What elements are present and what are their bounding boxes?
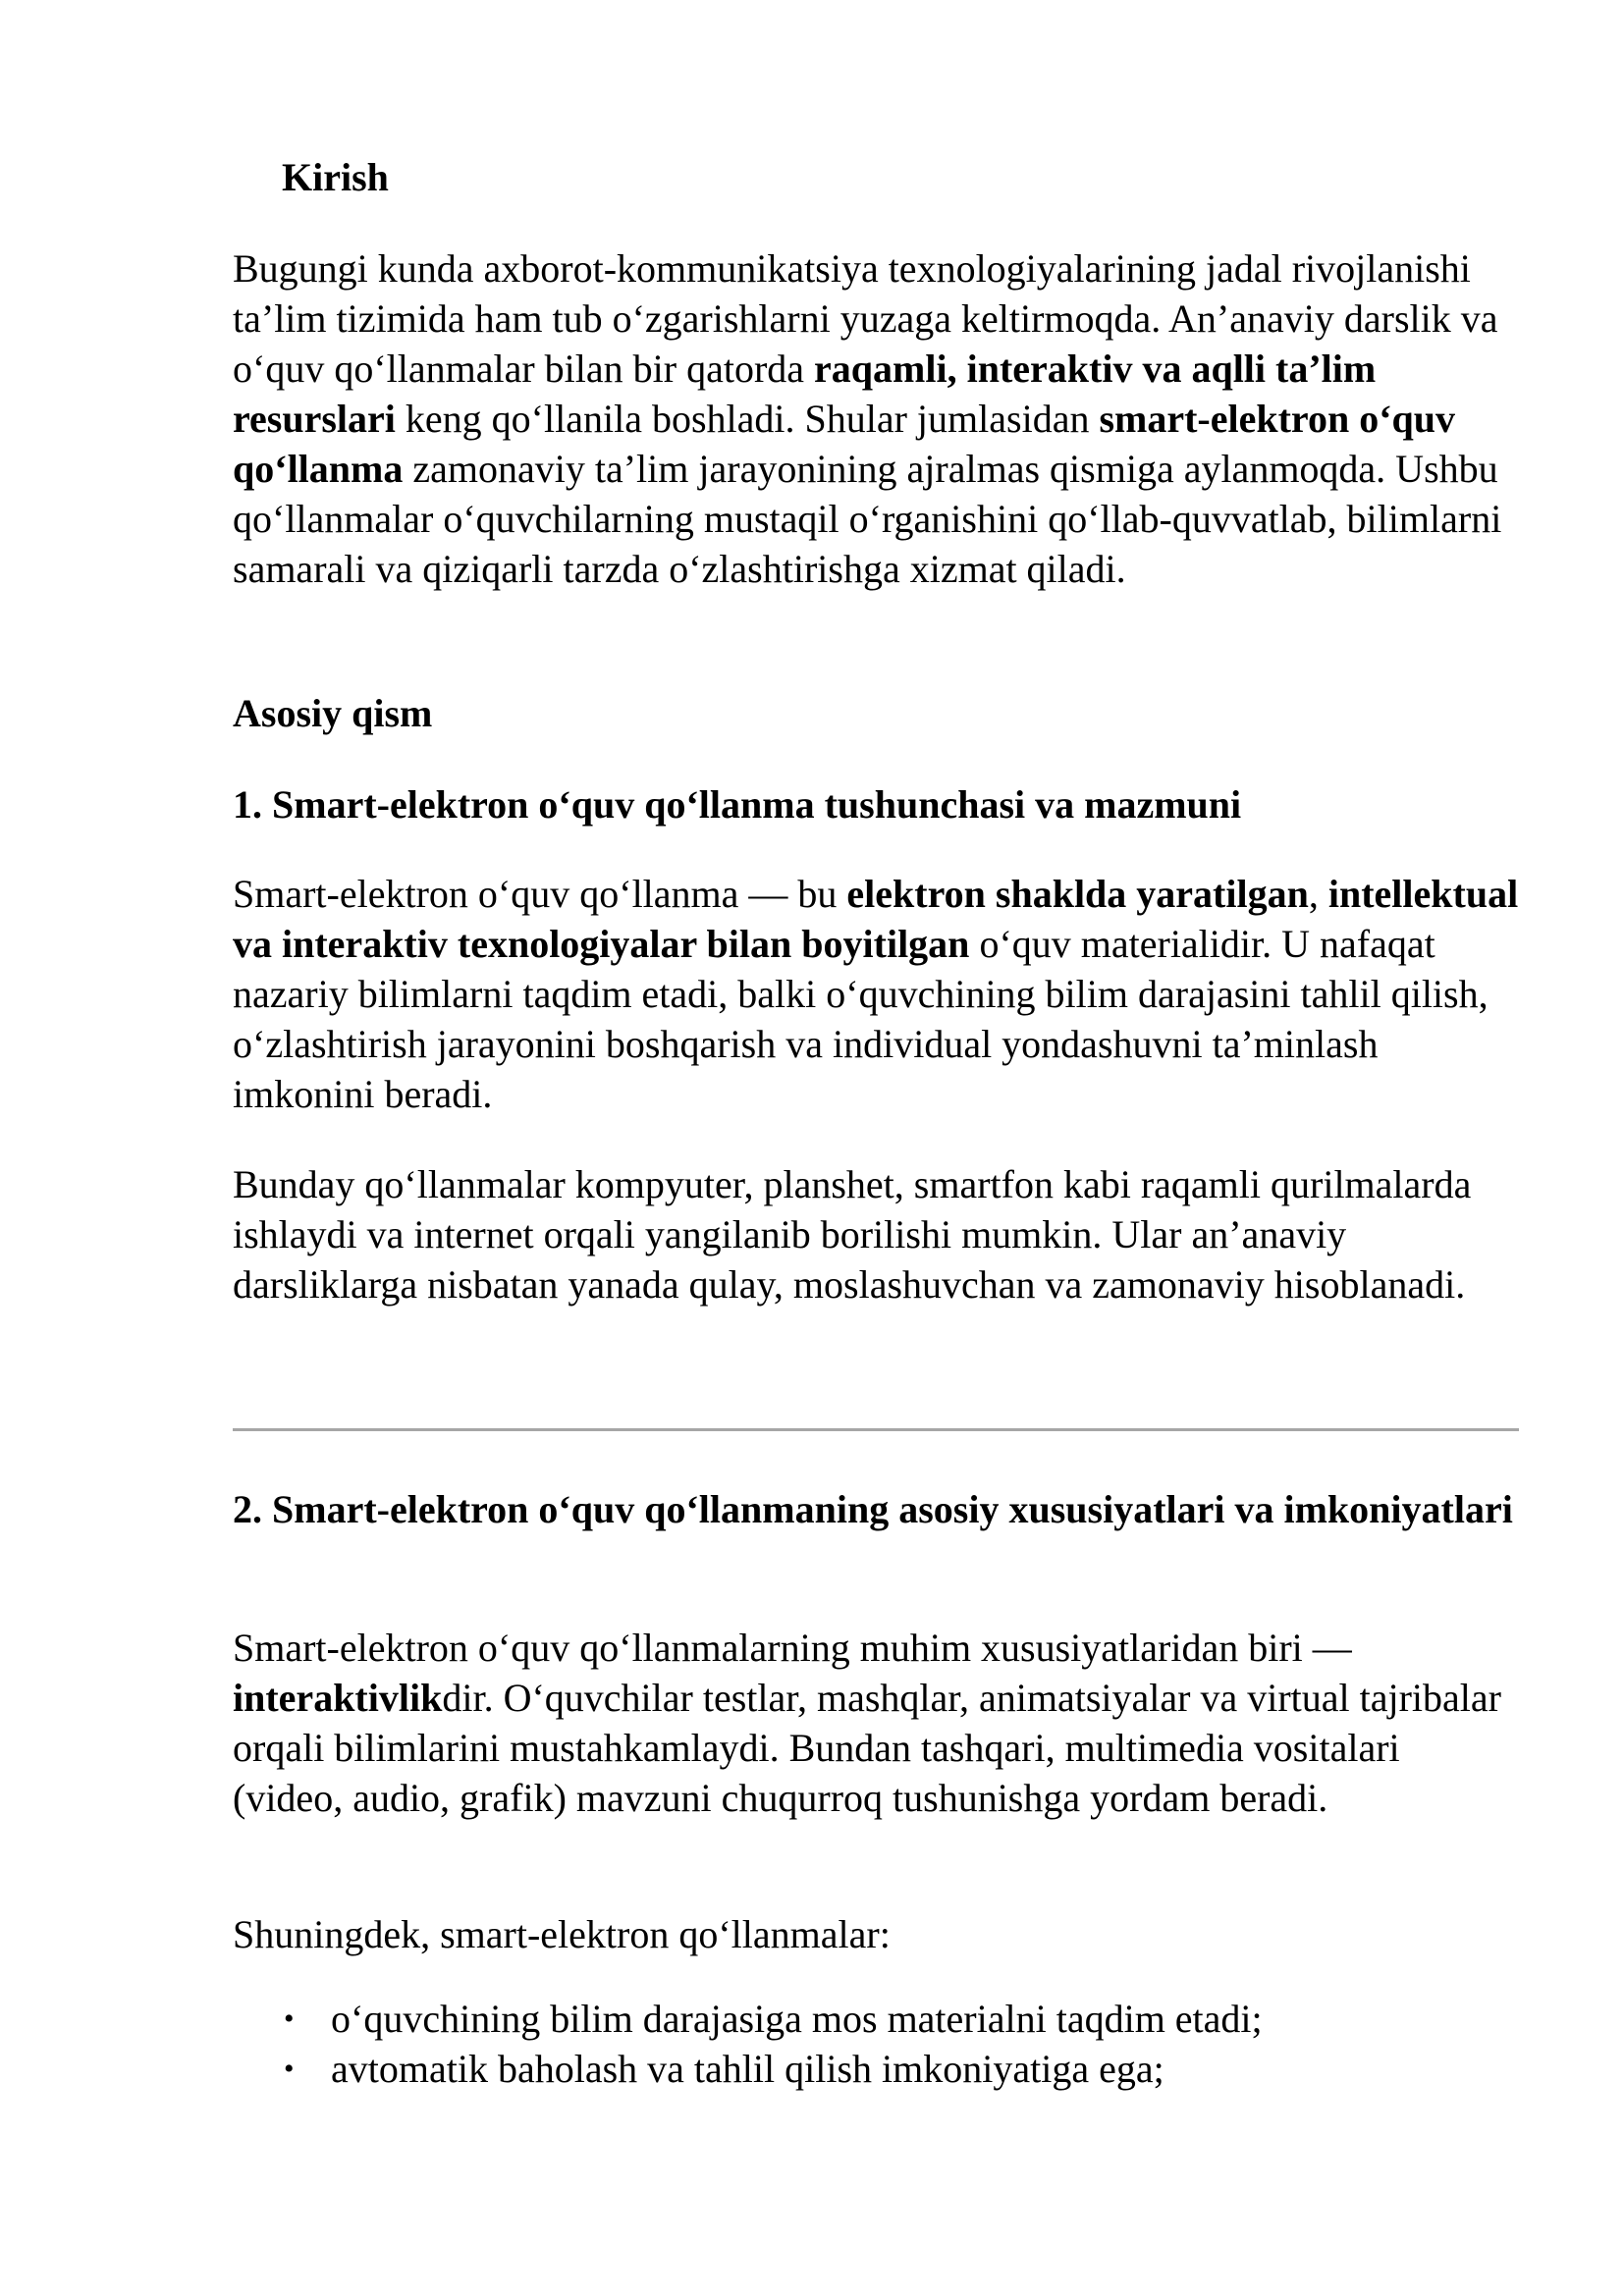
feature-list [233,1994,1519,2094]
main-heading: Asosiy qism [233,691,433,735]
section2-text: Smart-elektron o‘quv qo‘llanmalarning muhim xususiyatlaridan biri — [233,1626,1352,1670]
section2-bold-text: interaktivlik [233,1676,443,1720]
intro-text: zamonaviy ta’lim jarayonining ajralmas qismiga aylanmoqda. Ushbu qo‘llanmalar o‘quvchilarning mustaqil o‘rganishini qo‘llab-quvvatlab, bilimlarni samarali va qiziqarli tarzda o‘zlashtirishga xizmat qiladi. [233,447,1502,591]
intro-text: keng qo‘llanila boshladi. Shular jumlasidan [395,397,1100,441]
section2-paragraph-2: Shuningdek, smart-elektron qo‘llanmalar: [233,1912,891,1956]
list-item [233,1994,1519,2044]
section1-heading: 1. Smart-elektron o‘quv qo‘llanma tushunchasi va mazmuni [233,782,1242,827]
list-item-text: o‘quvchining bilim darajasiga mos materialni taqdim etadi; [331,1997,1263,2041]
bullet-icon: • [284,2002,295,2035]
section1-bold-text: intellektual va interaktiv texnologiyalar bilan boyitilgan [233,872,1519,966]
intro-heading: Kirish [282,155,389,199]
intro-bold-text: smart-elektron o‘quv qo‘llanma [233,397,1456,491]
intro-bold-text: raqamli, interaktiv va aqlli ta’lim resurslari [233,347,1377,441]
list-item-text: avtomatik baholash va tahlil qilish imkoniyatiga ega; [331,2047,1164,2091]
intro-text: Bugungi kunda axborot-kommunikatsiya texnologiyalarining jadal rivojlanishi ta’lim tizimida ham tub o‘zgarishlarni yuzaga keltirmoqda. An’anaviy darslik va o‘quv qo‘llanmalar bilan bir qatorda [233,246,1498,391]
horizontal-divider [233,1428,1519,1431]
section1-paragraph-1 [233,869,1519,1119]
section1-text: Smart-elektron o‘quv qo‘llanma — bu [233,872,847,916]
section2-text: dir. O‘quvchilar testlar, mashqlar, animatsiyalar va virtual tajribalar orqali bilimlarini mustahkamlaydi. Bundan tashqari, multimedia vositalari (video, audio, grafik) mavzuni chuqurroq tushunishga yordam beradi. [233,1676,1501,1820]
section2-heading: 2. Smart-elektron o‘quv qo‘llanmaning asosiy xususiyatlari va imkoniyatlari [233,1487,1513,1531]
section2-paragraph-1 [233,1623,1519,1823]
section1-text: o‘quv materialidir. U nafaqat nazariy bilimlarni taqdim etadi, balki o‘quvchining bilim darajasini tahlil qilish, o‘zlashtirish jarayonini boshqarish va individual yondashuvni ta’minlash imkonini beradi. [233,922,1489,1116]
section1-paragraph-2: Bunday qo‘llanmalar kompyuter, planshet, smartfon kabi raqamli qurilmalarda ishlaydi va internet orqali yangilanib borilishi mumkin. Ular an’anaviy darsliklarga nisbatan yanada qulay, moslashuvchan va zamonaviy hisoblanadi. [233,1162,1472,1307]
intro-paragraph [233,243,1519,594]
list-item [233,2044,1519,2094]
section1-bold-text: elektron shaklda yaratilgan [846,872,1309,916]
section1-text: , [1308,872,1328,916]
bullet-icon: • [284,2053,295,2085]
